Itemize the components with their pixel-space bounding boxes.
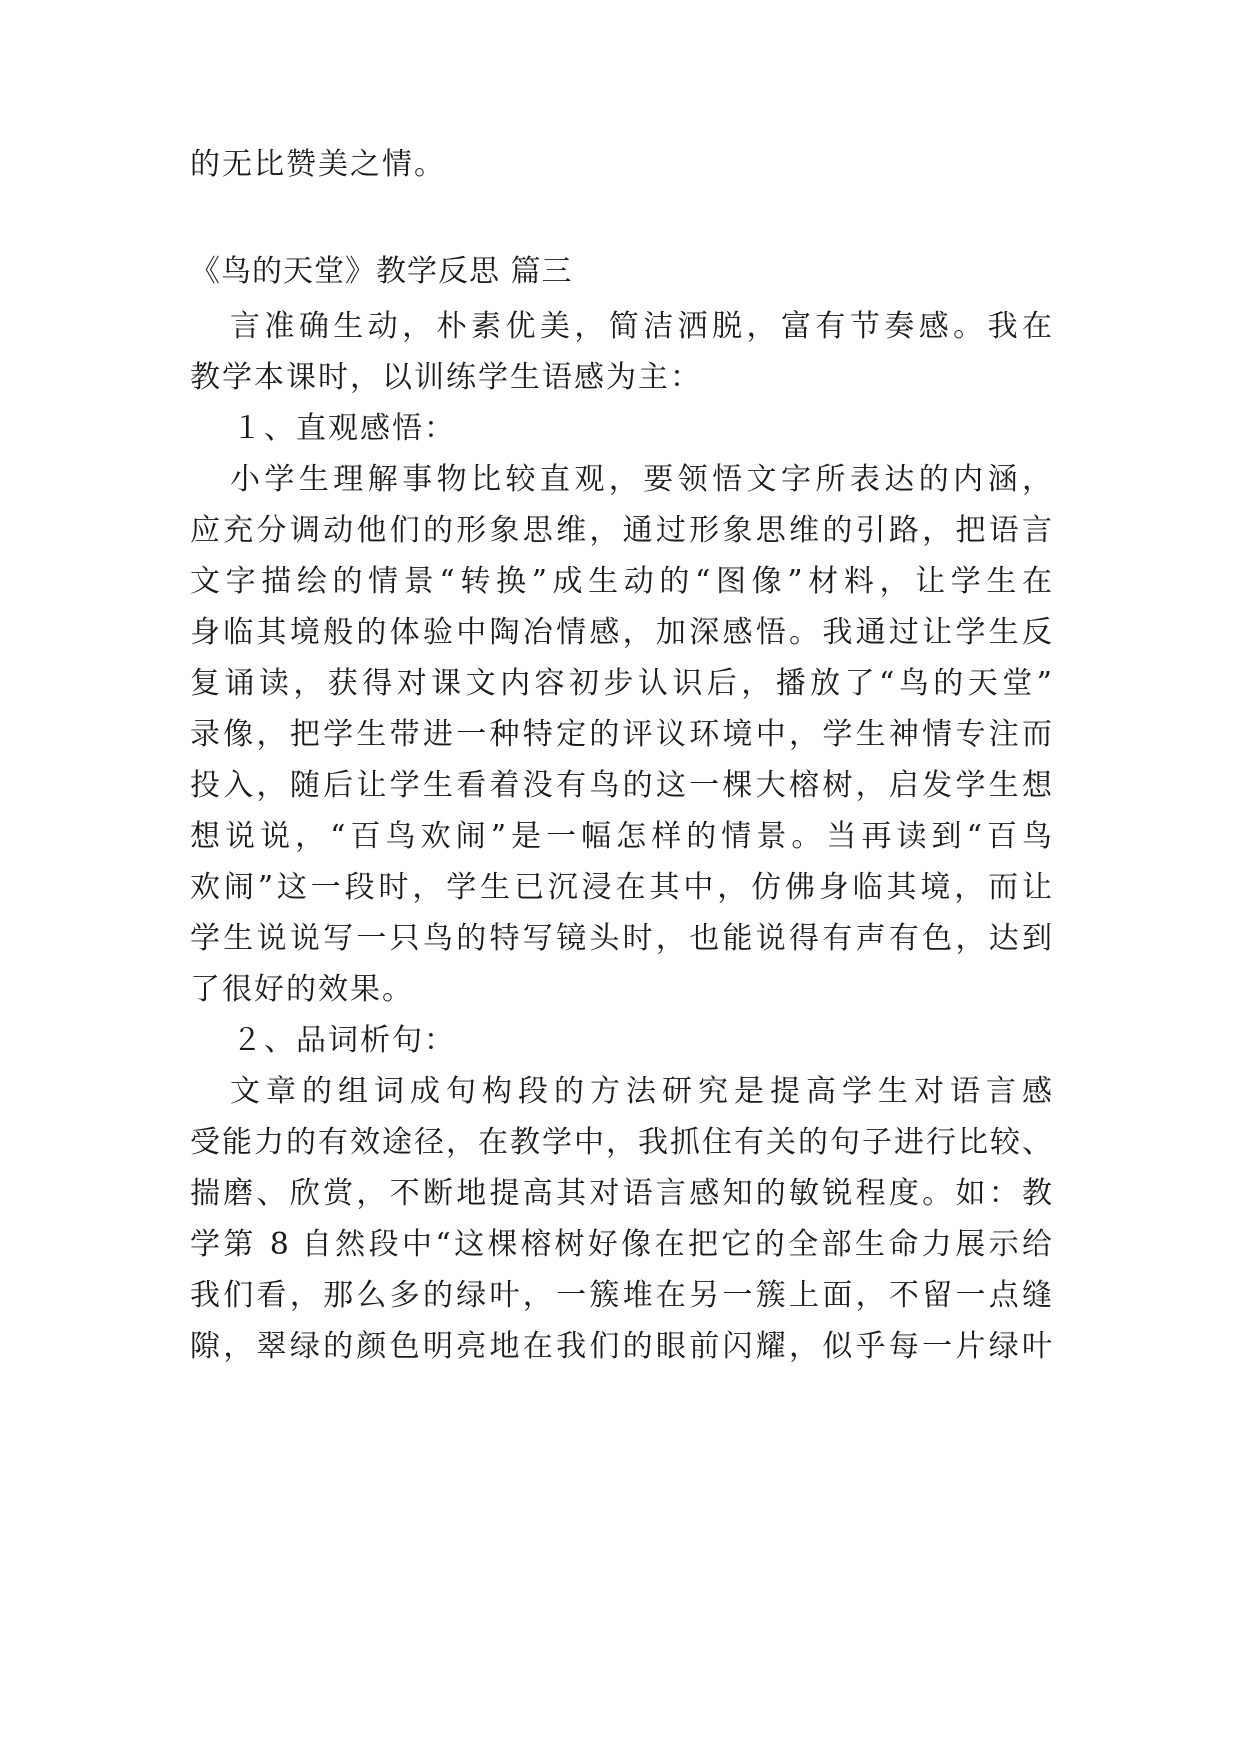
- item1-line: 欢闹”这一段时，学生已沉浸在其中，仿佛身临其境，而让: [190, 870, 1052, 905]
- item1-line: 投入，随后让学生看着没有鸟的这一棵大榕树，启发学生想: [190, 768, 1052, 803]
- item1-line: 想说说，“百鸟欢闹”是一幅怎样的情景。当再读到“百鸟: [190, 819, 1052, 854]
- carry-over-line: 的无比赞美之情。: [190, 147, 446, 182]
- item2-line: 学第 8 自然段中“这棵榕树好像在把它的全部生命力展示给: [190, 1227, 1052, 1262]
- item1-line: 身临其境般的体验中陶冶情感，加深感悟。我通过让学生反: [190, 615, 1052, 650]
- item1-line: 小学生理解事物比较直观，要领悟文字所表达的内涵，: [230, 462, 1052, 497]
- item2-line: 隙，翠绿的颜色明亮地在我们的眼前闪耀，似乎每一片绿叶: [190, 1329, 1052, 1364]
- intro-line: 教学本课时，以训练学生语感为主：: [190, 360, 702, 395]
- item1-line: 应充分调动他们的形象思维，通过形象思维的引路，把语言: [190, 513, 1052, 548]
- item1-line: 复诵读，获得对课文内容初步认识后，播放了“鸟的天堂”: [190, 666, 1052, 701]
- item2-line: 我们看，那么多的绿叶，一簇堆在另一簇上面，不留一点缝: [190, 1278, 1052, 1313]
- item1-line: 文字描绘的情景“转换”成生动的“图像”材料，让学生在: [190, 564, 1052, 599]
- item2-line: 揣磨、欣赏，不断地提高其对语言感知的敏锐程度。如：教: [190, 1176, 1052, 1211]
- section-title: 《鸟的天堂》教学反思 篇三: [190, 254, 573, 289]
- item2-line: 受能力的有效途径，在教学中，我抓住有关的句子进行比较、: [190, 1125, 1052, 1160]
- item2-line: 文章的组词成句构段的方法研究是提高学生对语言感: [230, 1074, 1052, 1109]
- item1-line: 了很好的效果。: [190, 972, 414, 1007]
- item1-heading: １、直观感悟：: [232, 411, 456, 446]
- item1-line: 学生说说写一只鸟的特写镜头时，也能说得有声有色，达到: [190, 921, 1052, 956]
- item2-heading: ２、品词析句：: [232, 1023, 456, 1058]
- item1-line: 录像，把学生带进一种特定的评议环境中，学生神情专注而: [190, 717, 1052, 752]
- intro-line: 言准确生动，朴素优美，简洁洒脱，富有节奏感。我在: [230, 309, 1052, 344]
